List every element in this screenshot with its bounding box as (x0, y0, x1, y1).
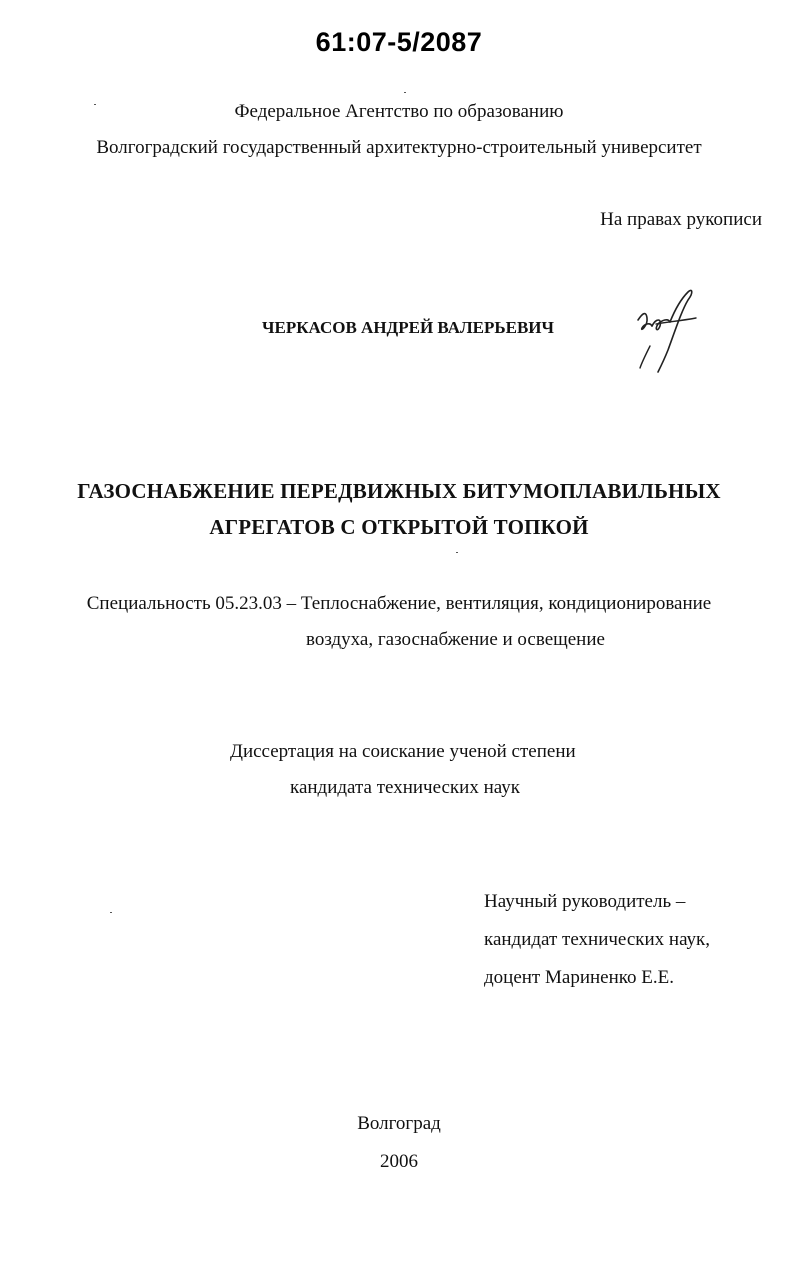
catalog-number: 61:07-5/2087 (315, 27, 483, 57)
degree-line-2: кандидата технических наук (290, 777, 520, 798)
supervisor-line-2: кандидат технических наук, (484, 929, 711, 950)
scan-speck (456, 552, 458, 553)
manuscript-rights: На правах рукописи (600, 209, 762, 230)
degree-line-1: Диссертация на соискание ученой степени (230, 741, 576, 762)
thesis-title-line-2: АГРЕГАТОВ С ОТКРЫТОЙ ТОПКОЙ (209, 515, 589, 539)
city: Волгоград (357, 1113, 441, 1134)
scan-speck (110, 912, 112, 913)
university-name: Волгоградский государственный архитектурно-строительный университет (96, 137, 702, 158)
author-signature (630, 288, 700, 374)
scan-speck (404, 92, 406, 93)
supervisor-line-1: Научный руководитель – (484, 891, 686, 912)
scan-speck (94, 104, 96, 105)
year: 2006 (380, 1151, 418, 1172)
supervisor-line-3: доцент Мариненко Е.Е. (484, 967, 674, 988)
specialty-line-2: воздуха, газоснабжение и освещение (306, 629, 605, 650)
author-name: ЧЕРКАСОВ АНДРЕЙ ВАЛЕРЬЕВИЧ (262, 318, 554, 337)
agency-name: Федеральное Агентство по образованию (234, 101, 564, 122)
thesis-title-line-1: ГАЗОСНАБЖЕНИЕ ПЕРЕДВИЖНЫХ БИТУМОПЛАВИЛЬНЫХ (77, 479, 721, 503)
specialty-line-1: Специальность 05.23.03 – Теплоснабжение, вентиляция, кондиционирование (86, 593, 712, 614)
